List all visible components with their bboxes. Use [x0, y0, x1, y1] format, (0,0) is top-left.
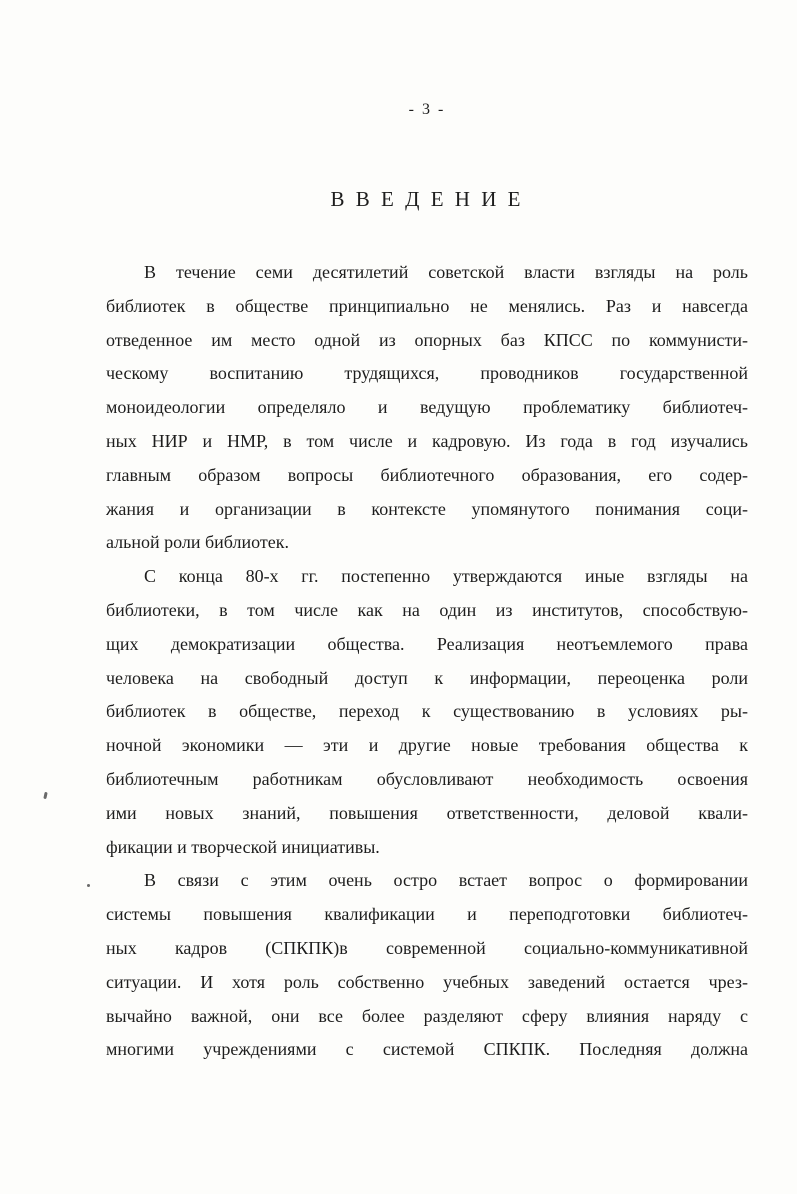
body-text — [106, 256, 748, 1067]
text-line: вычайно важной, они все более разделяют сферу влияния наряду с — [106, 1005, 748, 1026]
section-heading: В В Е Д Е Н И Е — [330, 187, 524, 211]
text-line: ческому воспитанию трудящихся, проводников государственной — [106, 363, 748, 384]
scan-speck — [87, 884, 90, 887]
text-line: ситуации. И хотя роль собственно учебных заведений остается чрез- — [106, 971, 748, 992]
text-line: системы повышения квалификации и переподготовки библиотеч- — [106, 904, 748, 925]
text-line: отведенное им место одной из опорных баз КПСС по коммунисти- — [106, 329, 748, 350]
text-line: альной роли библиотек. — [106, 532, 289, 553]
text-line: библиотеки, в том числе как на один из институтов, способствую- — [106, 599, 748, 620]
text-line: человека на свободный доступ к информации, переоценка роли — [106, 667, 748, 688]
text-line: ных НИР и НМР, в том числе и кадровую. Из года в год изучались — [106, 430, 748, 451]
text-line: главным образом вопросы библиотечного образования, его содер- — [106, 464, 748, 485]
text-line: ими новых знаний, повышения ответственности, деловой квали- — [106, 802, 748, 823]
text-line: многими учреждениями с системой СПКПК. Последняя должна — [106, 1039, 748, 1060]
paragraph — [106, 560, 748, 864]
text-line: щих демократизации общества. Реализация неотъемлемого права — [106, 633, 748, 654]
page-content — [106, 0, 748, 1067]
text-line: ных кадров (СПКПК)в современной социально-коммуникативной — [106, 937, 748, 958]
text-line: библиотек в обществе принципиально не менялись. Раз и навсегда — [106, 295, 748, 316]
page-number: - 3 - — [408, 101, 446, 118]
text-line: фикации и творческой инициативы. — [106, 836, 380, 857]
text-line: ночной экономики — эти и другие новые требования общества к — [106, 735, 748, 756]
paragraph — [106, 256, 748, 560]
text-line: жания и организации в контексте упомянутого понимания соци- — [106, 498, 748, 519]
text-line: библиотечным работникам обусловливают необходимость освоения — [106, 768, 748, 789]
text-line: В течение семи десятилетий советской власти взгляды на роль — [144, 262, 748, 282]
text-line: С конца 80-х гг. постепенно утверждаются иные взгляды на — [144, 566, 748, 587]
paragraph — [106, 864, 748, 1067]
text-line: моноидеологии определяло и ведущую проблематику библиотеч- — [106, 397, 748, 418]
text-line: В связи с этим очень остро встает вопрос о формировании — [144, 870, 748, 891]
text-line: библиотек в обществе, переход к существованию в условиях ры- — [106, 701, 748, 722]
scan-speck — [43, 792, 47, 799]
